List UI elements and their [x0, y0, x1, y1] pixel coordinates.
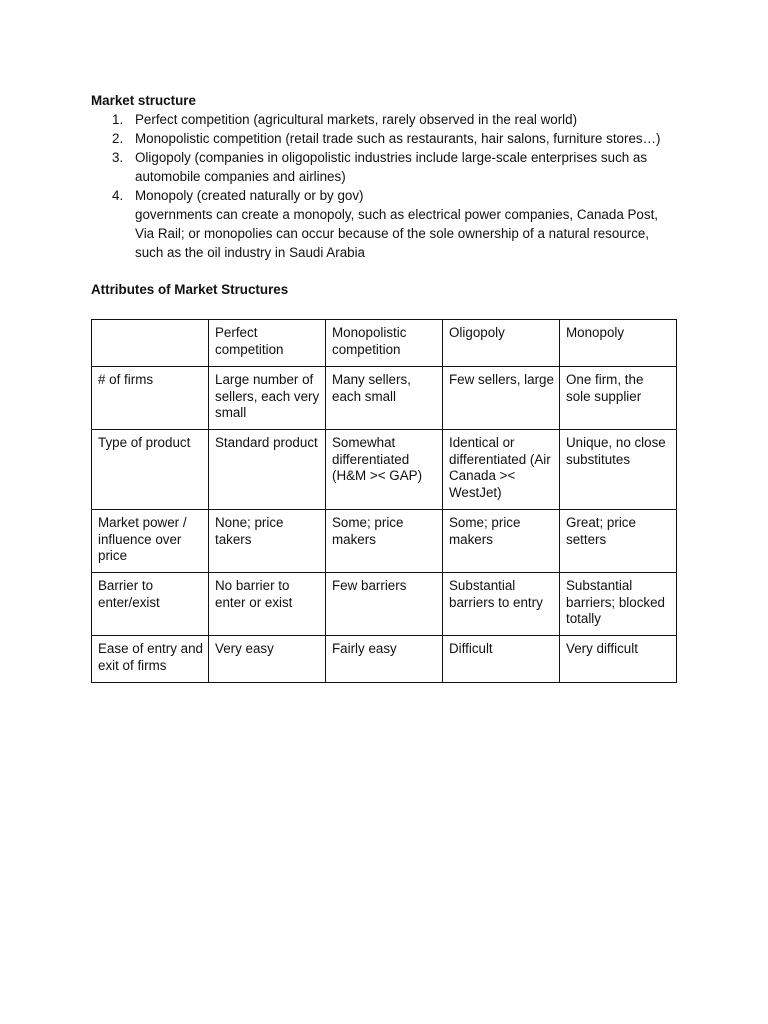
market-structure-list [91, 110, 691, 262]
section-heading-attributes: Attributes of Market Structures [91, 282, 289, 297]
list-item [91, 110, 691, 129]
table-cell: Ease of entry and exit of firms [92, 636, 209, 683]
table-header-cell [92, 320, 209, 367]
list-item-text: such as the oil industry in Saudi Arabia [135, 245, 366, 260]
table-cell: None; price takers [209, 510, 326, 573]
table-cell: Great; price setters [560, 510, 677, 573]
table-cell: Standard product [209, 430, 326, 510]
table-cell: Substantial barriers; blocked totally [560, 573, 677, 636]
table-cell: Few barriers [326, 573, 443, 636]
table-cell: Fairly easy [326, 636, 443, 683]
table-cell: Substantial barriers to entry [443, 573, 560, 636]
table-cell: One firm, the sole supplier [560, 367, 677, 430]
table-cell: Large number of sellers, each very small [209, 367, 326, 430]
table-cell: Few sellers, large [443, 367, 560, 430]
table-header-cell: Monopolistic competition [326, 320, 443, 367]
list-item-text: automobile companies and airlines) [135, 169, 346, 184]
table-cell: Difficult [443, 636, 560, 683]
list-item-text: Via Rail; or monopolies can occur because of the sole ownership of a natural resource, [135, 226, 650, 241]
document-page [91, 91, 691, 299]
list-number: 2. [112, 131, 124, 146]
table-cell: Some; price makers [326, 510, 443, 573]
table-header-cell: Oligopoly [443, 320, 560, 367]
table-cell: Many sellers, each small [326, 367, 443, 430]
table-cell: Type of product [92, 430, 209, 510]
table-cell: Somewhat differentiated (H&M >< GAP) [326, 430, 443, 510]
attributes-table [91, 319, 677, 683]
table-cell: Very easy [209, 636, 326, 683]
list-item-text: Perfect competition (agricultural markets, rarely observed in the real world) [135, 112, 578, 127]
table-row [92, 573, 677, 636]
list-number: 3. [112, 150, 124, 165]
table-cell: Identical or differentiated (Air Canada >< WestJet) [443, 430, 560, 510]
list-item-text: Monopolistic competition (retail trade such as restaurants, hair salons, furniture stores…) [135, 131, 661, 146]
list-item [91, 148, 691, 186]
table-row [92, 430, 677, 510]
list-item-text: Oligopoly (companies in oligopolistic industries include large-scale enterprises such as [135, 150, 648, 165]
table-cell: # of firms [92, 367, 209, 430]
list-item [91, 186, 691, 262]
section-heading-market-structure: Market structure [91, 93, 196, 108]
list-number: 4. [112, 188, 124, 203]
table-row [92, 367, 677, 430]
table-cell: Barrier to enter/exist [92, 573, 209, 636]
table-cell: No barrier to enter or exist [209, 573, 326, 636]
list-item-text: Monopoly (created naturally or by gov) [135, 188, 364, 203]
table-row [92, 510, 677, 573]
list-item [91, 129, 691, 148]
list-number: 1. [112, 112, 124, 127]
table-cell: Market power / influence over price [92, 510, 209, 573]
table-header-cell: Monopoly [560, 320, 677, 367]
table-cell: Very difficult [560, 636, 677, 683]
table-header-row [92, 320, 677, 367]
list-item-text: governments can create a monopoly, such as electrical power companies, Canada Post, [135, 207, 659, 222]
table-cell: Some; price makers [443, 510, 560, 573]
table-header-cell: Perfect competition [209, 320, 326, 367]
table-row [92, 636, 677, 683]
table-cell: Unique, no close substitutes [560, 430, 677, 510]
